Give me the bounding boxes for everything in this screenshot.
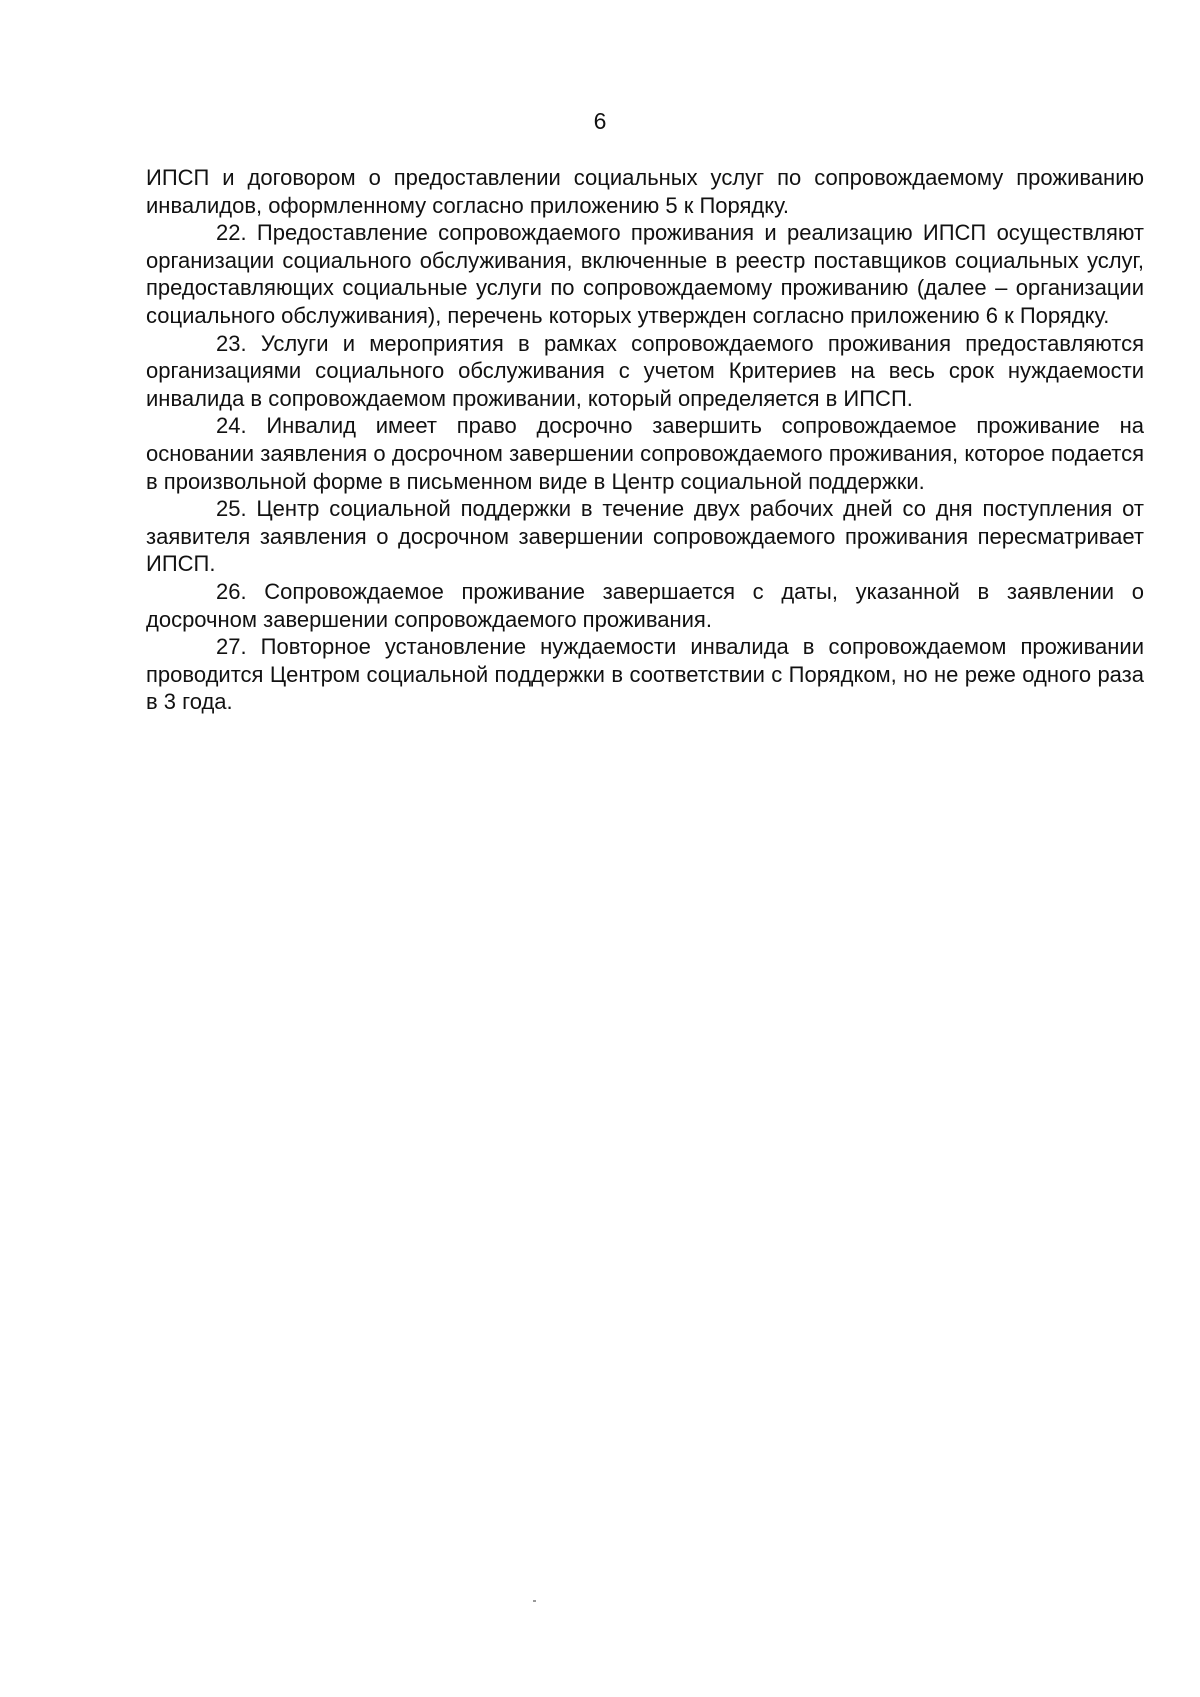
paragraph-27: 27. Повторное установление нуждаемости инвалида в сопровождаемом проживании проводится Центром социальной поддержки в соответствии с Порядком, но не реже одного раза в 3 года. bbox=[146, 634, 1144, 715]
scan-artifact bbox=[533, 1600, 536, 1602]
page-number: 6 bbox=[593, 108, 607, 134]
paragraph-continuation: ИПСП и договором о предоставлении социальных услуг по сопровождаемому проживанию инвалидов, оформленному согласно приложению 5 к Порядку. bbox=[146, 165, 1144, 218]
paragraph-25: 25. Центр социальной поддержки в течение двух рабочих дней со дня поступления от заявителя заявления о досрочном завершении сопровождаемого проживания пересматривает ИПСП. bbox=[146, 496, 1144, 577]
paragraph-22: 22. Предоставление сопровождаемого проживания и реализацию ИПСП осуществляют организации социального обслуживания, включенные в реестр поставщиков социальных услуг, предоставляющих социальные услуги по сопровождаемому проживанию (далее – организации социального обслуживания), перечень которых утвержден согласно приложению 6 к Порядку. bbox=[146, 220, 1144, 328]
paragraph-23: 23. Услуги и мероприятия в рамках сопровождаемого проживания предоставляются организациями социального обслуживания с учетом Критериев на весь срок нуждаемости инвалида в сопровождаемом проживании, который определяется в ИПСП. bbox=[146, 330, 1144, 411]
paragraph-26: 26. Сопровождаемое проживание завершается с даты, указанной в заявлении о досрочном завершении сопровождаемого проживания. bbox=[146, 578, 1144, 632]
document-body bbox=[146, 164, 1144, 716]
paragraph-24: 24. Инвалид имеет право досрочно завершить сопровождаемое проживание на основании заявления о досрочном завершении сопровождаемого проживания, которое подается в произвольной форме в письменном виде в Центр социальной поддержки. bbox=[146, 413, 1144, 494]
